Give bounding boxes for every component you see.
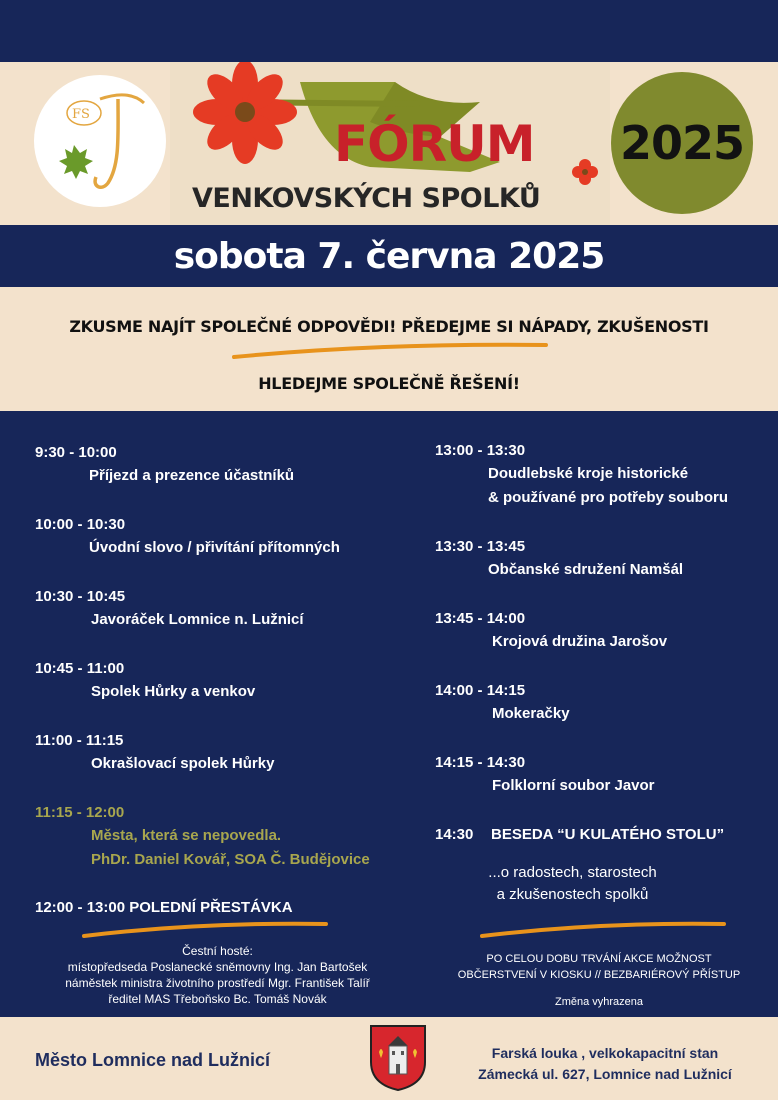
fs-logo — [34, 75, 166, 207]
town-coat-of-arms-icon — [369, 1024, 427, 1092]
event-notes — [440, 951, 758, 983]
town-name: Město Lomnice nad Lužnicí — [35, 1050, 271, 1070]
lunch-break: 12:00 - 13:00 POLEDNÍ PŘESTÁVKA — [35, 899, 293, 916]
program-item: Občanské sdružení Namšál — [488, 561, 684, 578]
program-item: Javoráček Lomnice n. Lužnicí — [91, 611, 304, 628]
change-notice: Změna vyhrazena — [554, 996, 644, 1008]
beseda-description — [440, 862, 705, 906]
fs-logo-icon — [34, 75, 166, 207]
program-time: 11:00 - 11:15 — [35, 732, 124, 749]
beseda-title: BESEDA “U KULATÉHO STOLU” — [491, 826, 725, 843]
motto-line-2: HLEDEJME SPOLEČNĚ ŘEŠENÍ! — [258, 374, 520, 393]
program-time: 9:30 - 10:00 — [35, 444, 117, 461]
motto-band — [0, 287, 778, 411]
event-date: sobota 7. června 2025 — [173, 235, 605, 277]
program-item: Folklorní soubor Javor — [492, 777, 655, 794]
beseda-line: a zkušenostech spolků — [496, 886, 649, 903]
title-forum: FÓRUM — [334, 115, 535, 173]
orange-swoosh-icon — [230, 339, 550, 363]
title-subtitle: VENKOVSKÝCH SPOLKŮ — [192, 183, 541, 214]
program-item: Krojová družina Jarošov — [492, 633, 668, 650]
program-time: 10:00 - 10:30 — [35, 516, 126, 533]
guest-line: místopředseda Poslanecké sněmovny Ing. Jan Bartošek — [67, 960, 368, 974]
program-item: Mokeračky — [492, 705, 570, 722]
venue-line-1: Farská louka , velkokapacitní stan — [491, 1045, 719, 1061]
program-time: 13:30 - 13:45 — [435, 538, 526, 555]
program-time: 13:00 - 13:30 — [435, 442, 526, 459]
program-time: 10:45 - 11:00 — [35, 660, 125, 677]
program-item: Úvodní slovo / přivítání přítomných — [89, 539, 340, 556]
guest-line: ředitel MAS Třeboňsko Bc. Tomáš Novák — [108, 992, 327, 1006]
program-item: Spolek Hůrky a venkov — [91, 683, 256, 700]
program-time: 10:30 - 10:45 — [35, 588, 126, 605]
program-time: 14:00 - 14:15 — [435, 682, 526, 699]
guests-heading: Čestní hosté: — [182, 944, 253, 958]
year-badge — [611, 72, 753, 214]
program-item: Okrašlovací spolek Hůrky — [91, 755, 275, 772]
program-item-highlight: Města, která se nepovedla. — [91, 827, 282, 844]
program-time: 13:45 - 14:00 — [435, 610, 526, 627]
orange-swoosh-icon — [80, 918, 330, 942]
orange-swoosh-icon — [478, 918, 728, 942]
logo-text: FS — [72, 107, 90, 122]
program-item-highlight: PhDr. Daniel Kovář, SOA Č. Budějovice — [91, 851, 370, 868]
beseda-line: ...o radostech, starostech — [488, 864, 657, 881]
program-item: Doudlebské kroje historické — [488, 465, 689, 482]
year-text: 2025 — [619, 116, 745, 170]
venue-line-2: Zámecká ul. 627, Lomnice nad Lužnicí — [478, 1066, 732, 1082]
date-band — [0, 225, 778, 287]
program-time-highlight: 11:15 - 12:00 — [35, 804, 125, 821]
motto-line-1: ZKUSME NAJÍT SPOLEČNÉ ODPOVĚDI! PŘEDEJME SI NÁPADY, ZKUŠENOSTI — [69, 317, 709, 336]
guest-line: náměstek ministra životního prostředí Mgr. František Talíř — [65, 976, 370, 990]
beseda-time: 14:30 — [435, 826, 474, 843]
honorary-guests — [20, 943, 415, 1007]
note-line: OBČERSTVENÍ V KIOSKU // BEZBARIÉROVÝ PŘÍSTUP — [457, 969, 741, 981]
top-band — [0, 0, 778, 62]
program-item: & používané pro potřeby souboru — [488, 489, 729, 506]
program-item: Příjezd a prezence účastníků — [89, 467, 295, 484]
note-line: PO CELOU DOBU TRVÁNÍ AKCE MOŽNOST — [486, 953, 712, 965]
program-time: 14:15 - 14:30 — [435, 754, 526, 771]
